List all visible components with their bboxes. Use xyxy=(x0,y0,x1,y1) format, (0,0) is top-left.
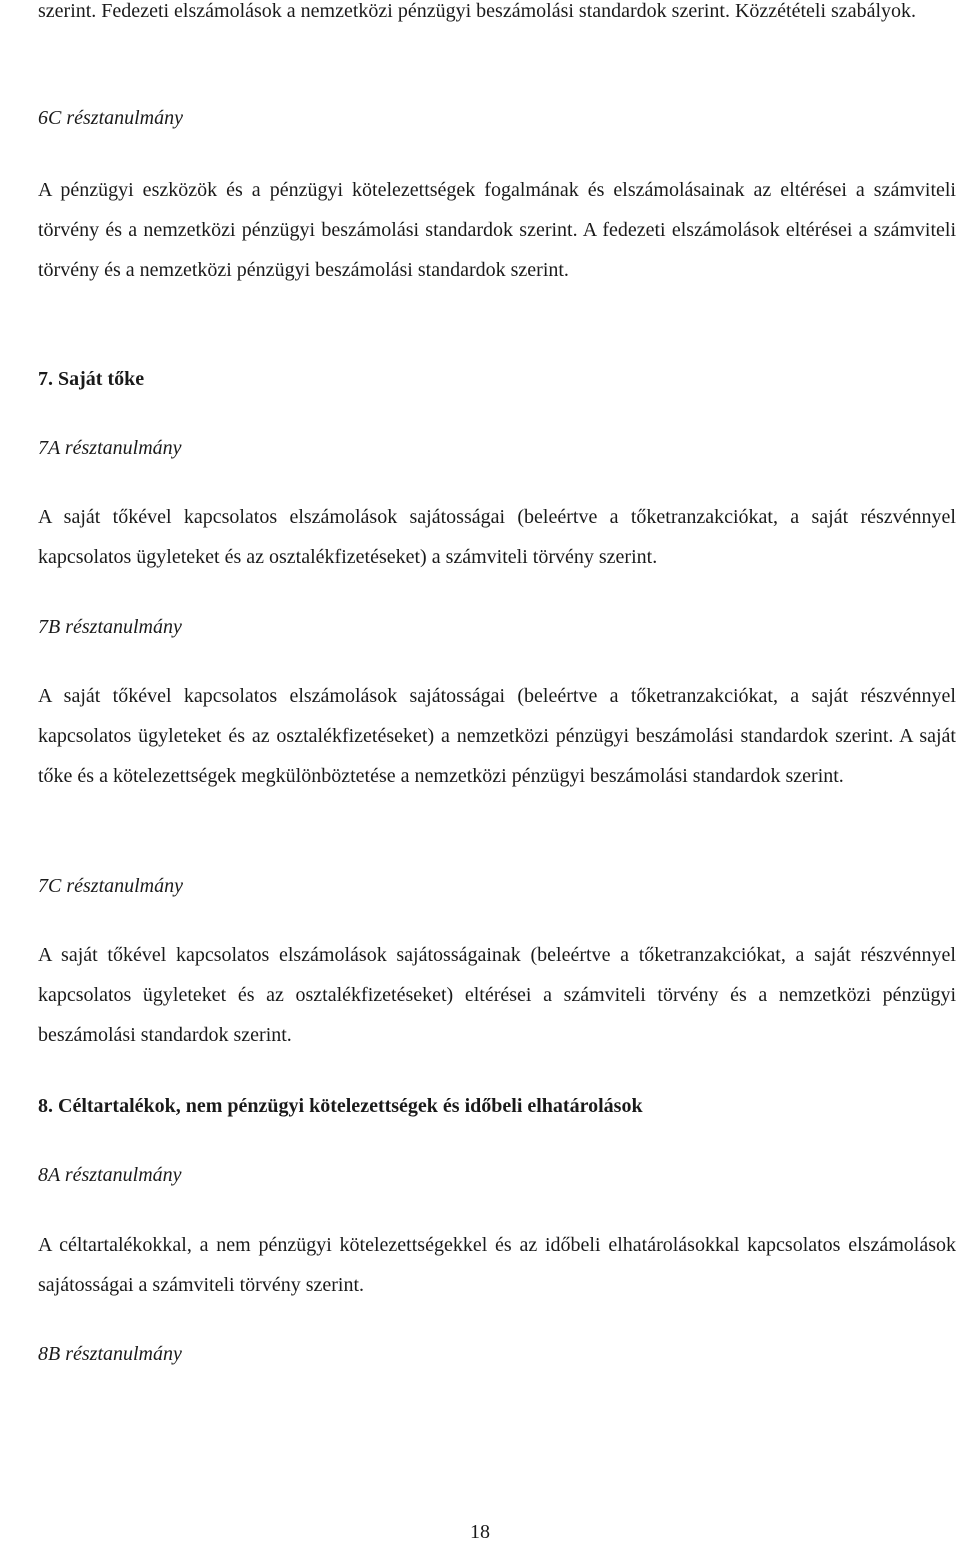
paragraph-6c: A pénzügyi eszközök és a pénzügyi kötelezettségek fogalmának és elszámolásainak az eltérései a számviteli törvény és a nemzetközi pénzügyi beszámolási standardok szerint. A fedezeti elszámolások eltérései a számviteli törvény és a nemzetközi pénzügyi beszámolási standardok szerint. xyxy=(38,179,956,281)
section-heading-7: 7. Saját tőke xyxy=(38,368,145,390)
subsection-label-7c: 7C résztanulmány xyxy=(38,875,183,897)
section-heading-8: 8. Céltartalékok, nem pénzügyi kötelezettségek és időbeli elhatárolások xyxy=(38,1095,643,1117)
subsection-label-8b: 8B résztanulmány xyxy=(38,1343,182,1365)
subsection-label-8a: 8A résztanulmány xyxy=(38,1164,182,1186)
page-number: 18 xyxy=(470,1521,490,1543)
subsection-label-7a: 7A résztanulmány xyxy=(38,437,182,459)
subsection-label-7b: 7B résztanulmány xyxy=(38,616,182,638)
paragraph-7b: A saját tőkével kapcsolatos elszámolások sajátosságai (beleértve a tőketranzakciókat, a saját részvénnyel kapcsolatos ügyleteket és az osztalékfizetéseket) a nemzetközi pénzügyi beszámolási standardok szerint. A saját tőke és a kötelezettségek megkülönböztetése a nemzetközi pénzügyi beszámolási standardok szerint. xyxy=(38,685,956,787)
paragraph-7a: A saját tőkével kapcsolatos elszámolások sajátosságai (beleértve a tőketranzakciókat, a saját részvénnyel kapcsolatos ügyleteket és az osztalékfizetéseket) a számviteli törvény szerint. xyxy=(38,506,956,568)
subsection-label-6c: 6C résztanulmány xyxy=(38,107,183,129)
paragraph-7c: A saját tőkével kapcsolatos elszámolások sajátosságainak (beleértve a tőketranzakciókat, a saját részvénnyel kapcsolatos ügyleteket és az osztalékfizetéseket) eltérései a számviteli törvény és a nemzetközi pénzügyi beszámolási standardok szerint. xyxy=(38,944,956,1046)
top-paragraph: szerint. Fedezeti elszámolások a nemzetközi pénzügyi beszámolási standardok szerint. Közzétételi szabályok. xyxy=(38,0,916,22)
paragraph-8a: A céltartalékokkal, a nem pénzügyi kötelezettségekkel és az időbeli elhatárolásokkal kapcsolatos elszámolások sajátosságai a számviteli törvény szerint. xyxy=(38,1234,956,1296)
